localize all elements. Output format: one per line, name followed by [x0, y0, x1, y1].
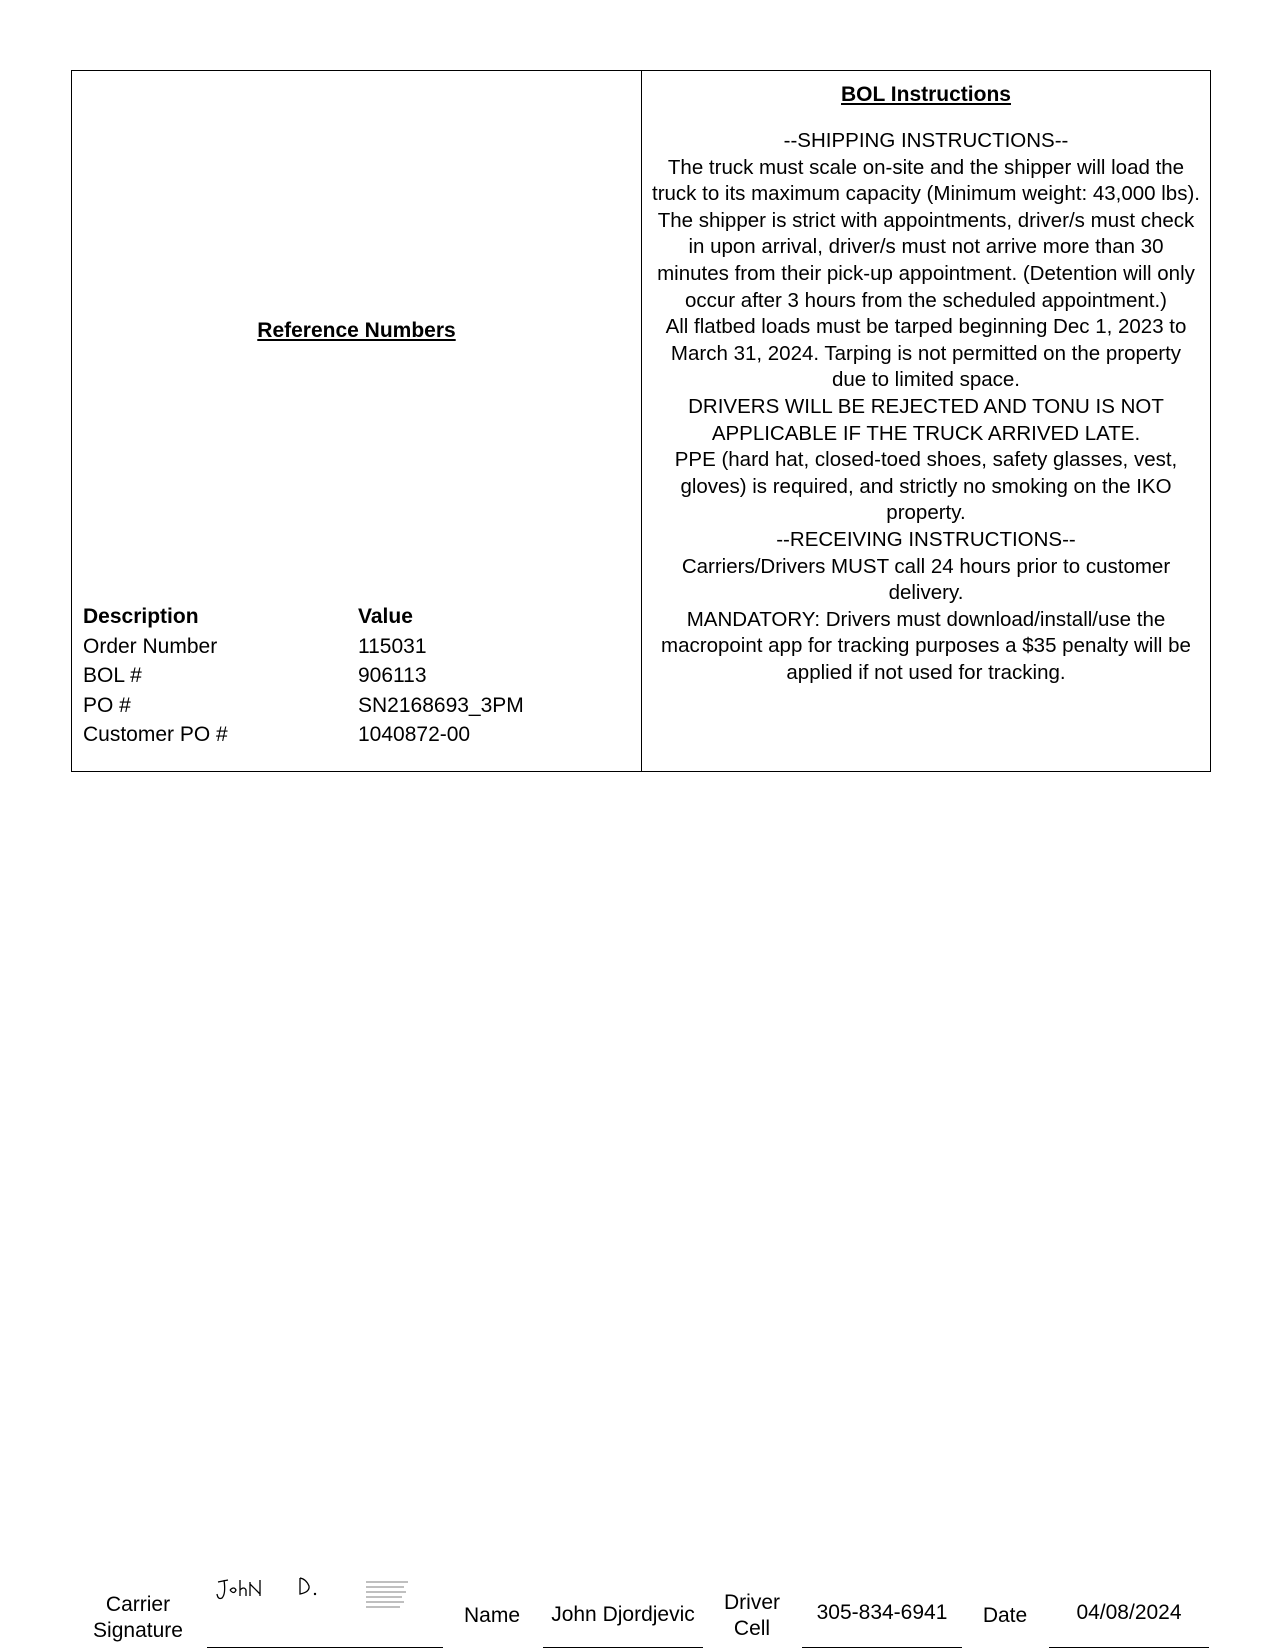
reference-value: 1040872-00: [358, 723, 471, 746]
reference-value: 115031: [358, 634, 427, 658]
name-value: John Djordjevic: [551, 1603, 695, 1626]
instruction-paragraph: The shipper is strict with appointments, driver/s must check in upon arrival, driver/s must not arrive more than 30 minutes from their pick-up appointment. (Detention will only occur after 3 hours from the scheduled appointment.): [657, 208, 1195, 312]
reference-row-customer-po: [83, 720, 623, 750]
cell-value: 305-834-6941: [816, 1601, 948, 1624]
carrier-signature-label: [82, 1592, 194, 1644]
date-label: Date: [982, 1604, 1028, 1627]
carrier-label-line2: Signature: [93, 1619, 183, 1642]
shipping-instructions-heading: --SHIPPING INSTRUCTIONS--: [783, 129, 1069, 152]
reference-row-order-number: [83, 632, 623, 662]
receiving-instructions-heading: --RECEIVING INSTRUCTIONS--: [776, 527, 1076, 551]
reference-row-bol: [83, 661, 623, 691]
date-value: 04/08/2024: [1076, 1601, 1182, 1624]
carrier-label-line1: Carrier: [105, 1593, 171, 1616]
driver-cell-label: [713, 1590, 791, 1642]
value-header: Value: [358, 605, 413, 628]
reference-label: Order Number: [83, 634, 218, 658]
cell-label-line2: Cell: [733, 1617, 771, 1640]
reference-label: PO #: [83, 693, 131, 717]
bol-instructions-panel: [642, 71, 1210, 771]
instruction-paragraph: The truck must scale on-site and the shipper will load the truck to its maximum capacity (Minimum weight: 43,000 lbs).: [652, 155, 1200, 206]
reference-header-row: [83, 602, 623, 632]
instruction-paragraph: MANDATORY: Drivers must download/install/use the macropoint app for tracking purposes a $35 penalty will be applied if not used for tracking.: [661, 607, 1191, 684]
reference-grid: [83, 602, 623, 750]
instruction-paragraph: PPE (hard hat, closed-toed shoes, safety glasses, vest, gloves) is required, and strictly no smoking on the IKO property.: [674, 448, 1178, 525]
instruction-paragraph: Carriers/Drivers MUST call 24 hours prior to customer delivery.: [681, 554, 1171, 605]
reference-numbers-panel: [72, 71, 642, 771]
digital-signature-stamp: [364, 1580, 412, 1616]
signature-block: [0, 1570, 1275, 1650]
date-line: [1049, 1647, 1209, 1648]
reference-value: SN2168693_3PM: [358, 693, 524, 717]
instruction-paragraph: All flatbed loads must be tarped beginning Dec 1, 2023 to March 31, 2024. Tarping is not permitted on the property due to limited space.: [665, 315, 1187, 392]
reference-numbers-title: Reference Numbers: [257, 319, 456, 342]
reference-label: Customer PO #: [83, 723, 228, 746]
instruction-paragraph: DRIVERS WILL BE REJECTED AND TONU IS NOT APPLICABLE IF THE TRUCK ARRIVED LATE.: [688, 394, 1164, 445]
reference-value: 906113: [358, 664, 427, 687]
bol-instructions-body: [652, 128, 1200, 686]
cell-label-line1: Driver: [724, 1591, 780, 1614]
name-label: Name: [463, 1604, 521, 1627]
reference-row-po: [83, 691, 623, 721]
reference-label: BOL #: [83, 664, 142, 687]
name-line: [543, 1647, 703, 1648]
cell-line: [802, 1647, 962, 1648]
description-header: Description: [83, 605, 199, 628]
bol-instructions-title: BOL Instructions: [841, 83, 1011, 106]
reference-table: [71, 70, 1211, 772]
carrier-signature-line: [207, 1647, 443, 1648]
handwritten-signature: [214, 1574, 334, 1606]
